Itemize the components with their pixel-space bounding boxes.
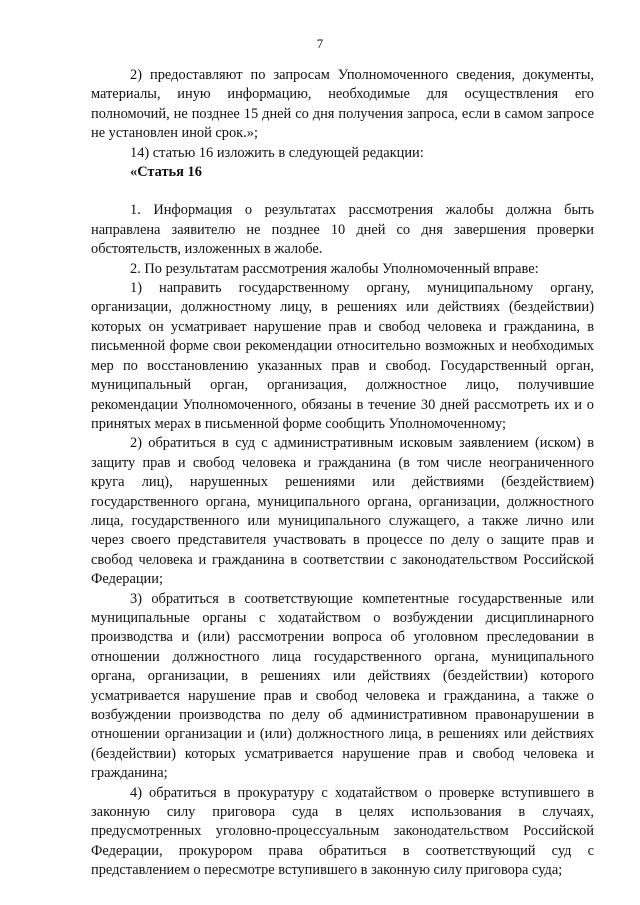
paragraph-item-3: 3) обратиться в соответствующие компетентные государственные или муниципальные органы с ходатайством о возбуждении дисциплинарного производства и (или) рассмотрении вопроса об уголовном преследовании в отношении должностного лица государственного органа, муниципального органа, организации, в решениях или действиях (бездействии) которого усматривается нарушение прав и свобод человека и гражданина, а также о возбуждении производства по делу об административном правонарушении в отношении организации и (или) должностного лица, в решениях или действиях (бездействии) которых усматривается нарушение прав и свобод человека и гражданина; (91, 590, 594, 782)
page-number: 7 (316, 36, 324, 51)
paragraph-item-1: 1) направить государственному органу, муниципальному органу, организации, должностному лицу, в решениях или действиях (бездействии) которых он усматривает нарушение прав и свобод человека и гражданина, в письменной форме свои рекомендации относительно возможных и необходимых мер по восстановлению указанных прав и свобод. Государственный орган, муниципальный орган, организация, должностное лицо, получившие рекомендации Уполномоченного, обязаны в течение 30 дней рассмотреть их и о принятых мерах в письменной форме сообщить Уполномоченному; (91, 280, 594, 432)
paragraph-item-4: 4) обратиться в прокуратуру с ходатайством о проверке вступившего в законную силу приговора суда в целях использования в случаях, предусмотренных уголовно-процессуальным законодательством Российской Федерации, прокурором права обратиться в соответствующий суд с представлением о пересмотре вступившего в законную силу приговора суда; (91, 784, 594, 879)
paragraph-amendment-item-2: 2) предоставляют по запросам Уполномоченного сведения, документы, материалы, иную информацию, необходимые для осуществления его полномочий, не позднее 15 дней со дня получения запроса, если в самом запросе не установлен иной срок.»; (91, 67, 594, 142)
document-body (91, 66, 594, 881)
paragraph-part-2: 2. По результатам рассмотрения жалобы Уполномоченный вправе: (130, 260, 539, 277)
article-heading: «Статья 16 (130, 164, 202, 181)
paragraph-amendment-14: 14) статью 16 изложить в следующей редакции: (130, 144, 424, 161)
paragraph-part-1: 1. Информация о результатах рассмотрения жалобы должна быть направлена заявителю не позднее 10 дней со дня завершения проверки обстоятельств, изложенных в жалобе. (91, 202, 594, 258)
paragraph-item-2: 2) обратиться в суд с административным исковым заявлением (иском) в защиту прав и свобод человека и гражданина (в том числе неограниченного круга лиц), нарушенных решениями или действиями (бездействием) государственного органа, муниципального органа, организации, должностного лица, государственного или муниципального служащего, а также лично или через своего представителя участвовать в процессе по делу о защите прав и свобод человека и гражданина в соответствии с законодательством Российской Федерации; (91, 435, 594, 588)
